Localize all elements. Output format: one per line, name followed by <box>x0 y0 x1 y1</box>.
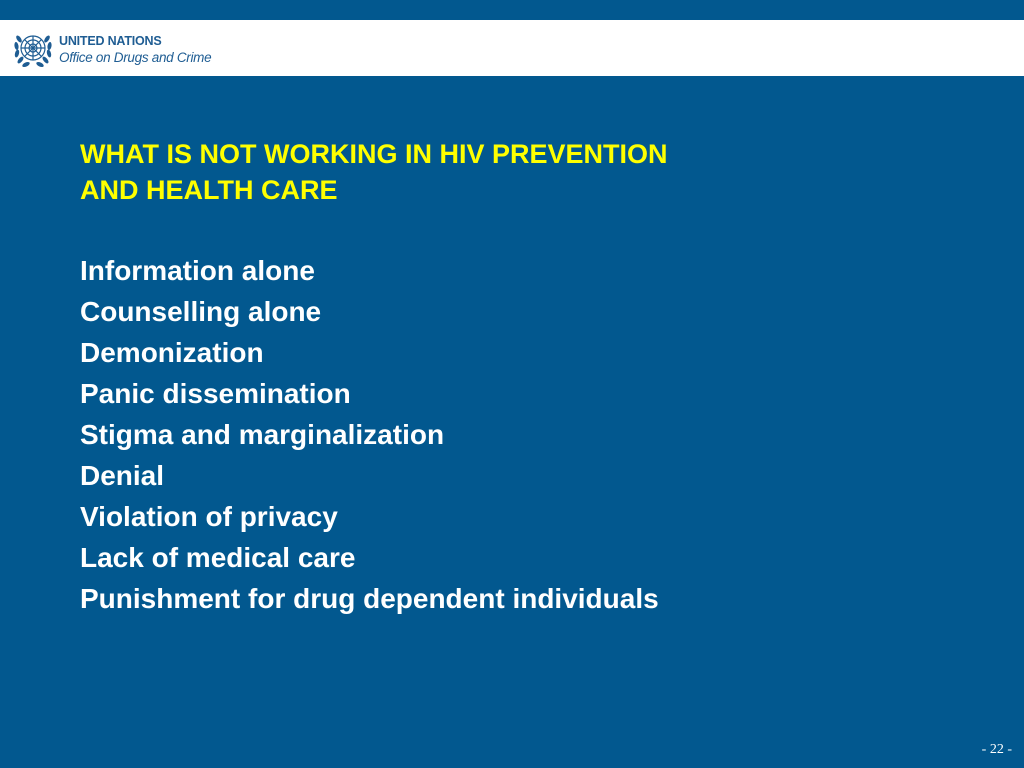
organization-name-line2: Office on Drugs and Crime <box>59 49 212 65</box>
un-emblem-icon <box>12 27 54 69</box>
list-item: Violation of privacy <box>80 501 338 532</box>
list-item: Panic dissemination <box>80 378 351 409</box>
list-item: Denial <box>80 460 165 491</box>
list-item: Stigma and marginalization <box>80 419 445 450</box>
organization-name <box>59 35 211 64</box>
slide-title <box>80 136 960 208</box>
organization-name-line1: UNITED NATIONS <box>59 34 162 48</box>
list-item: Lack of medical care <box>80 542 356 573</box>
slide-title-line2: AND HEALTH CARE <box>80 175 338 205</box>
list-item: Information alone <box>80 255 315 286</box>
item-list <box>80 250 659 619</box>
list-item: Counselling alone <box>80 296 322 327</box>
page-number: - 22 - <box>981 742 1012 757</box>
top-strip <box>0 0 1024 20</box>
slide-title-line1: WHAT IS NOT WORKING IN HIV PREVENTION <box>80 139 668 169</box>
list-item: Punishment for drug dependent individuals <box>80 583 659 614</box>
list-item: Demonization <box>80 337 264 368</box>
